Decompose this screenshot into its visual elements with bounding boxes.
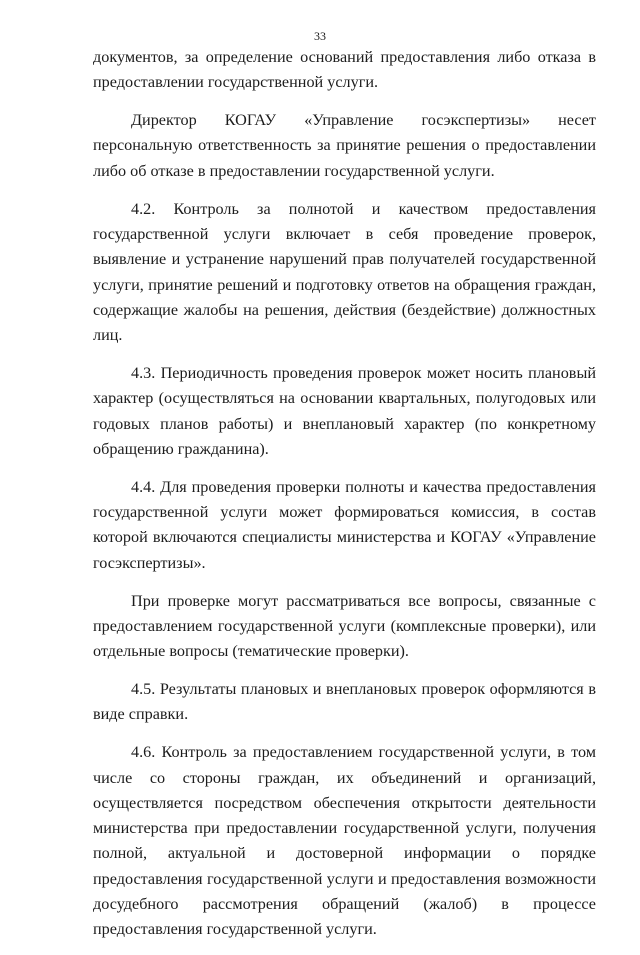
document-body xyxy=(93,45,596,955)
paragraph-4-5: 4.5. Результаты плановых и внеплановых проверок оформляются в виде справки. xyxy=(93,680,596,724)
paragraph-continuation: документов, за определение оснований предоставления либо отказа в предоставлении государственной услуги. xyxy=(93,48,596,92)
paragraph-4-2: 4.2. Контроль за полнотой и качеством предоставления государственной услуги включает в себя проведение проверок, выявление и устранение нарушений прав получателей государственной услуги, принятие решений и подготовку ответов на обращения граждан, содержащие жалобы на решения, действия (бездействие) должностных лиц. xyxy=(93,199,596,345)
paragraph-inspection-questions: При проверке могут рассматриваться все вопросы, связанные с предоставлением государственной услуги (комплексные проверки), или отдельные вопросы (тематические проверки). xyxy=(93,591,596,661)
paragraph-4-3: 4.3. Периодичность проведения проверок может носить плановый характер (осуществляться на основании квартальных, полугодовых или годовых планов работы) и внеплановый характер (по конкретному обращению гражданина). xyxy=(93,364,596,458)
paragraph-director-responsibility: Директор КОГАУ «Управление госэкспертизы» несет персональную ответственность за принятие решения о предоставлении либо об отказе в предоставлении государственной услуги. xyxy=(93,111,596,180)
paragraph-4-4: 4.4. Для проведения проверки полноты и качества предоставления государственной услуги может формироваться комиссия, в состав которой включаются специалисты министерства и КОГАУ «Управление госэкспертизы». xyxy=(93,477,596,572)
page-number: 33 xyxy=(314,29,326,43)
paragraph-4-6: 4.6. Контроль за предоставлением государственной услуги, в том числе со стороны граждан, их объединений и организаций, осуществляется посредством обеспечения открытости деятельности министерства при предоставлении государственной услуги, получения полной, актуальной и достоверной информации о порядке предоставления государственной услуги и предоставления возможности досудебного рассмотрения обращений (жалоб) в процессе предоставления государственной услуги. xyxy=(93,743,596,939)
